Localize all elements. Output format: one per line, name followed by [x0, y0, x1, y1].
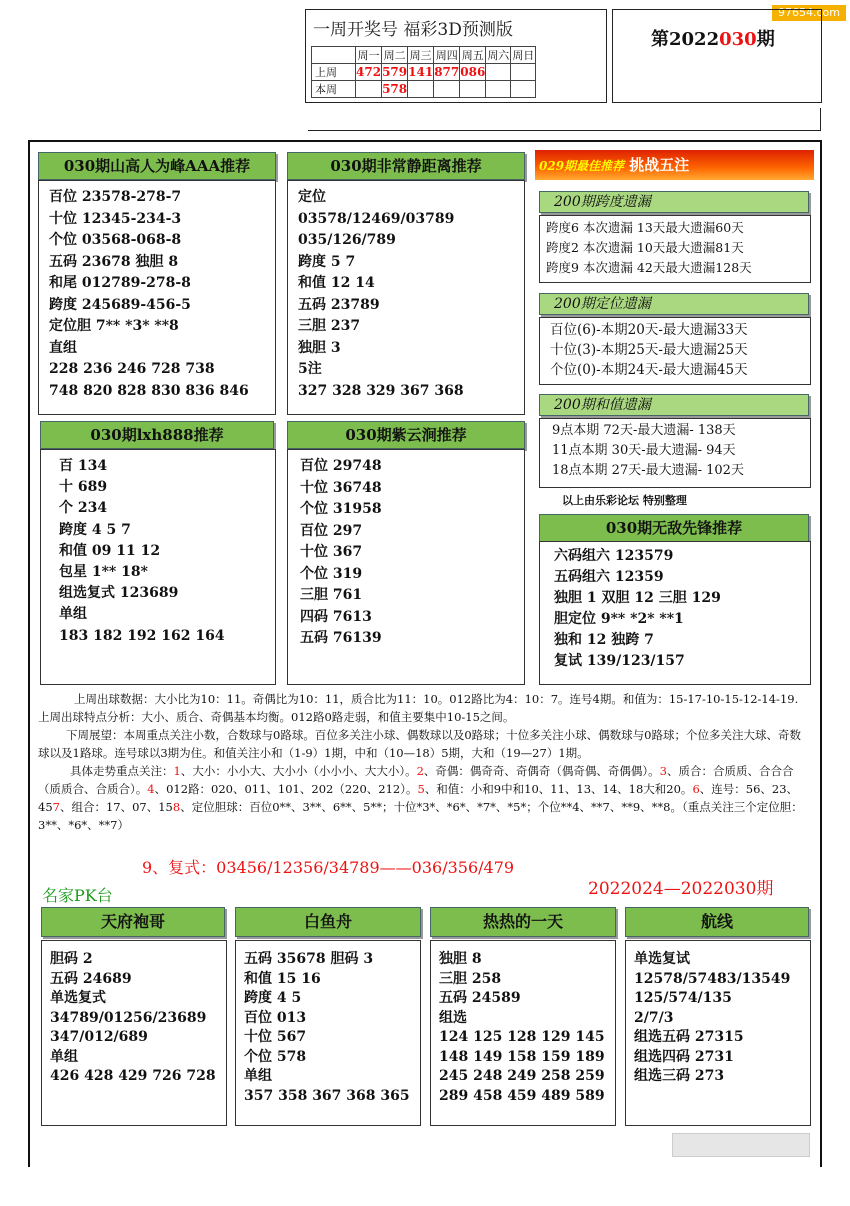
list-line: 个位(0)-本期24天-最大遗漏45天 [550, 362, 748, 378]
list-line: 个位 31958 [300, 501, 382, 517]
list-line: 245 248 249 258 259 [439, 1068, 605, 1084]
day-header: 周一 [356, 47, 382, 64]
expert-panel [625, 940, 811, 1126]
list-line: 十 689 [59, 479, 108, 496]
list-line: 跨度 245689-456-5 [49, 296, 191, 313]
list-line: 包星 1** 18* [59, 564, 148, 581]
list-line: 定位 [298, 189, 326, 205]
list-line: 426 428 429 726 728 [50, 1068, 216, 1084]
list-line: 个位 578 [244, 1048, 307, 1065]
list-line: 独和 12 独跨 7 [554, 632, 654, 648]
pk-title: 名家PK台 [42, 886, 113, 905]
draw-cell: 579 [382, 65, 408, 79]
list-line: 百 134 [59, 458, 108, 474]
box5-header: 030期无敌先锋推荐 [539, 514, 809, 542]
analysis-focus: 具体走势重点关注：1、大小：小小大、大小小（小小小、大大小）。2、奇偶：偶奇奇、奇偶奇（偶奇偶、奇偶偶）。3、质合：合质质、合合合 （质质合、合质合）。4、012路：020、011、101、202（220、212）。5、和值：小和9中和10、11、13、14、18大和20。6、连号：56、23、457、组合：17、07、158、定位胆球：百位0**、3**、6**、5**；十位*3*、*6*、*7*、*5*；个位**4、**7、**9、**8。（重点关注三个定位胆：3**、*6*、**7） [38, 764, 803, 832]
expert-panel [430, 940, 616, 1126]
list-line: 三胆 237 [298, 318, 361, 334]
list-line: 五码 23789 [298, 296, 380, 313]
box5-panel [539, 541, 811, 685]
list-line: 和值 15 16 [244, 970, 321, 987]
list-line: 百位 013 [244, 1009, 307, 1026]
list-line: 和尾 012789-278-8 [49, 275, 191, 291]
expert-header: 热热的一天 [430, 907, 616, 937]
list-line: 百位(6)-本期20天-最大遗漏33天 [550, 322, 748, 338]
list-line: 组选 [439, 1009, 467, 1026]
list-line: 三胆 258 [439, 970, 502, 987]
list-line: 定位胆 7** *3* **8 [49, 318, 179, 334]
list-line: 十位 367 [300, 544, 363, 560]
list-line: 跨度 5 7 [298, 253, 356, 270]
list-line: 组选五码 27315 [634, 1029, 744, 1045]
list-line: 组选三码 273 [634, 1068, 725, 1084]
list-line: 胆定位 9** *2* **1 [554, 611, 684, 627]
list-line: 独胆 3 [298, 339, 341, 356]
draw-cell: 086 [460, 65, 486, 79]
draw-cell: 141 [408, 65, 434, 79]
list-line: 十位 12345-234-3 [49, 210, 182, 227]
day-header: 周四 [434, 47, 460, 64]
list-line: 单组 [244, 1068, 272, 1084]
expert-header: 白鱼舟 [235, 907, 421, 937]
list-line: 十位 36748 [300, 479, 382, 496]
day-header: 周三 [408, 47, 434, 64]
list-line: 独胆 8 [439, 951, 482, 967]
draw-cell [511, 64, 536, 81]
list-line: 百位 297 [300, 522, 363, 539]
list-line: 跨度6 本次遗漏 13天最大遗漏60天 [546, 220, 744, 235]
list-line: 12578/57483/13549 [634, 970, 791, 987]
analysis-outlook: 下周展望：本周重点关注小数，合数球与0路球。百位多关注小球、偶数球以及0路球；十位多关注小球、偶数球与0路球；个位多关注大球、奇数球以及1路球。连号球以3期为住。和值关注小和（1-9）1期，中和（10—18）5期，大和（19—27）1期。 [38, 728, 801, 760]
sum-miss-header: 200期和值遗漏 [539, 394, 809, 416]
list-line: 独胆 1 双胆 12 三胆 129 [554, 590, 721, 606]
list-line: 四码 7613 [300, 608, 372, 625]
list-line: 289 458 459 489 589 [439, 1087, 605, 1104]
watermark: 97654.com [772, 5, 846, 21]
list-line: 五码 23678 独胆 8 [49, 253, 179, 270]
list-line: 直组 [49, 339, 77, 356]
sum-miss-note: 以上由乐彩论坛 特别整理 [562, 494, 687, 507]
day-header: 周二 [382, 47, 408, 64]
list-line: 单选复试 [634, 951, 690, 967]
box4-panel [287, 449, 525, 685]
sum-miss-panel [539, 418, 811, 488]
box2-header: 030期非常静距离推荐 [287, 152, 525, 180]
best-header: 029期最佳推荐 挑战五注 [535, 150, 814, 180]
corner-cell [312, 47, 356, 64]
list-line: 十位 567 [244, 1029, 307, 1045]
draw-cell [408, 81, 434, 98]
list-line: 357 358 367 368 365 [244, 1087, 410, 1104]
list-line: 个位 319 [300, 565, 363, 582]
list-line: 9点本期 72天-最大遗漏- 138天 [552, 423, 736, 438]
list-line: 347/012/689 [50, 1029, 148, 1045]
list-line: 228 236 246 728 738 [49, 361, 215, 377]
list-line: 百位 23578-278-7 [49, 189, 182, 205]
day-header: 周六 [486, 47, 511, 64]
fushi-line: 9、复式：03456/12356/34789——036/356/479 [142, 858, 515, 877]
draw-cell: 472 [356, 65, 382, 79]
period-title: 第2022030期 [651, 29, 775, 50]
draw-cell [460, 81, 486, 98]
list-line: 个位 03568-068-8 [49, 232, 182, 248]
list-line: 跨度9 本次遗漏 42天最大遗漏128天 [546, 260, 752, 275]
list-line: 18点本期 27天-最大遗漏- 102天 [552, 463, 744, 478]
list-line: 148 149 158 159 189 [439, 1048, 605, 1065]
row-label: 上周 [312, 64, 356, 81]
list-line: 单组 [59, 606, 87, 623]
analysis-text [38, 690, 808, 834]
draw-cell [486, 81, 511, 98]
box1-header: 030期山高人为峰AAA推荐 [38, 152, 276, 180]
list-line: 跨度 4 5 7 [59, 521, 131, 538]
list-line: 个 234 [59, 500, 108, 517]
footer-bar [672, 1133, 810, 1157]
span-miss-header: 200期跨度遗漏 [539, 191, 809, 213]
day-header: 周日 [511, 47, 536, 64]
list-line: 复试 139/123/157 [554, 653, 685, 669]
list-line: 34789/01256/23689 [50, 1009, 207, 1026]
list-line: 125/574/135 [634, 990, 732, 1006]
list-line: 十位(3)-本期25天-最大遗漏25天 [550, 342, 748, 358]
pos-miss-header: 200期定位遗漏 [539, 293, 809, 315]
list-line: 124 125 128 129 145 [439, 1029, 605, 1045]
list-line: 183 182 192 162 164 [59, 627, 225, 644]
list-line: 03578/12469/03789 [298, 210, 455, 227]
list-line: 5注 [298, 361, 322, 377]
weekly-table [311, 46, 536, 98]
list-line: 胆码 2 [50, 951, 93, 967]
draw-cell [486, 64, 511, 81]
list-line: 跨度2 本次遗漏 10天最大遗漏81天 [546, 240, 744, 255]
list-line: 11点本期 30天-最大遗漏- 94天 [552, 443, 736, 458]
divider [308, 108, 821, 131]
list-line: 和值 12 14 [298, 275, 375, 291]
box2-panel [287, 180, 525, 415]
list-line: 组选四码 2731 [634, 1048, 734, 1065]
box3-header: 030期lxh888推荐 [40, 421, 274, 449]
list-line: 五码 24589 [439, 990, 521, 1006]
list-line: 2/7/3 [634, 1009, 674, 1026]
list-line: 跨度 4 5 [244, 990, 302, 1006]
list-line: 035/126/789 [298, 232, 396, 248]
draw-cell [356, 81, 382, 98]
draw-cell [434, 81, 460, 98]
draw-cell: 578 [382, 82, 408, 96]
expert-panel [235, 940, 421, 1126]
list-line: 百位 29748 [300, 458, 382, 474]
weekly-draw-box [305, 9, 607, 103]
day-header: 周五 [460, 47, 486, 64]
draw-cell: 877 [434, 65, 460, 79]
weekly-title: 一周开奖号 福彩3D预测版 [313, 20, 513, 40]
box1-panel [38, 180, 276, 415]
list-line: 六码组六 123579 [554, 548, 674, 564]
list-line: 组选复式 123689 [59, 585, 179, 602]
expert-header: 天府袍哥 [41, 907, 225, 937]
pos-miss-panel [539, 317, 811, 385]
analysis-last-week: 上周出球数据：大小比为10：11。奇偶比为10：11，质合比为11：10。012路比为4：10：7。连号4期。和值为：15-17-10-15-12-14-19.上周出球特点分析：大小、质合、奇偶基本均衡。012路0路走弱，和值主要集中10-15之间。 [38, 692, 799, 724]
list-line: 五码 76139 [300, 630, 382, 646]
pk-range: 2022024—2022030期 [588, 879, 774, 899]
list-line: 单选复式 [50, 990, 106, 1006]
list-line: 五码组六 12359 [554, 569, 664, 585]
list-line: 748 820 828 830 836 846 [49, 382, 249, 399]
row-label: 本周 [312, 81, 356, 98]
list-line: 和值 09 11 12 [59, 542, 161, 559]
box4-header: 030期紫云涧推荐 [287, 421, 525, 449]
list-line: 五码 24689 [50, 970, 132, 987]
expert-panel [41, 940, 227, 1126]
period-box [612, 9, 822, 103]
list-line: 327 328 329 367 368 [298, 382, 464, 399]
draw-cell [511, 81, 536, 98]
list-line: 单组 [50, 1048, 78, 1065]
list-line: 五码 35678 胆码 3 [244, 951, 374, 967]
span-miss-panel [539, 215, 811, 283]
list-line: 三胆 761 [300, 587, 363, 603]
expert-header: 航线 [625, 907, 809, 937]
box3-panel [40, 449, 276, 685]
